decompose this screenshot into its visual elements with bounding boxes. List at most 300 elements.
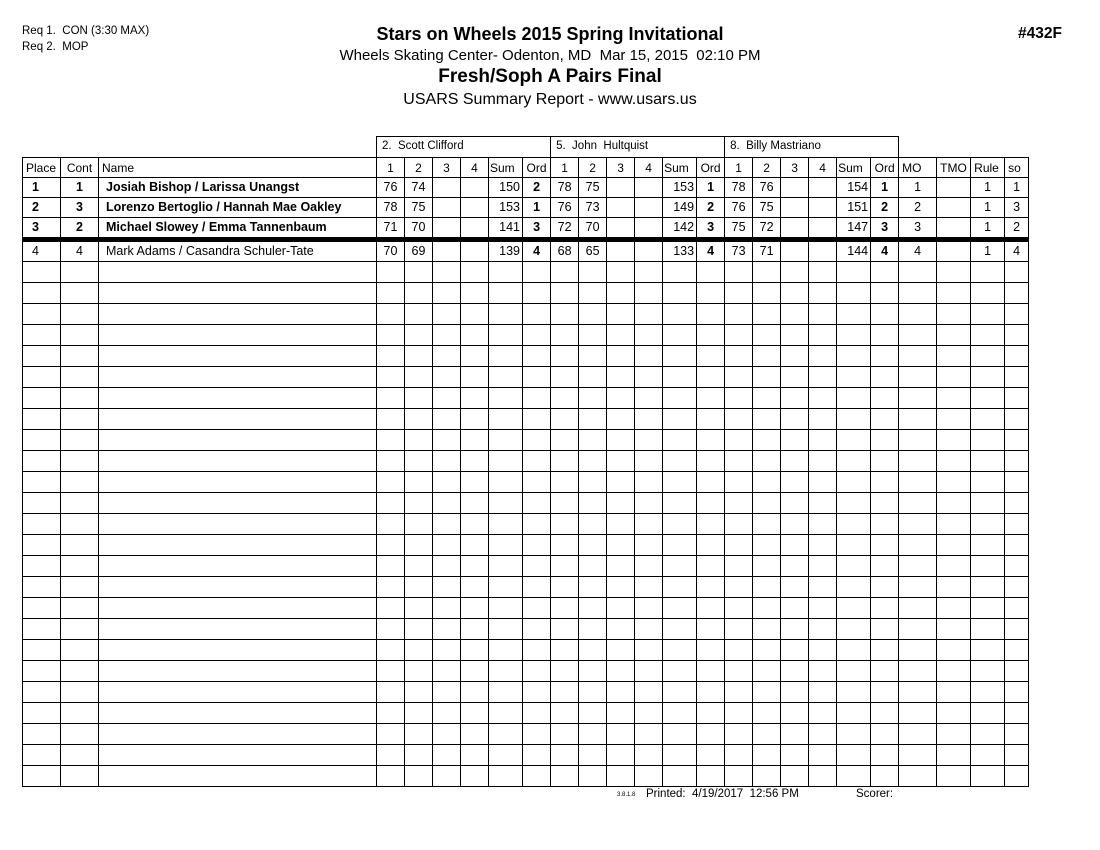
col-header-judge2-sum: Sum — [663, 158, 697, 178]
empty-cell — [809, 451, 837, 472]
empty-cell — [607, 535, 635, 556]
empty-cell — [635, 640, 663, 661]
score-cell: 69 — [405, 240, 433, 262]
empty-cell — [23, 535, 61, 556]
empty-cell — [971, 766, 1005, 787]
empty-cell — [523, 472, 551, 493]
empty-cell — [607, 493, 635, 514]
empty-cell — [433, 451, 461, 472]
score-cell: 71 — [377, 218, 405, 240]
empty-cell — [551, 514, 579, 535]
empty-cell — [781, 556, 809, 577]
empty-cell — [809, 619, 837, 640]
empty-cell — [663, 577, 697, 598]
empty-cell — [99, 472, 377, 493]
empty-cell — [937, 766, 971, 787]
empty-cell — [489, 430, 523, 451]
empty-cell — [971, 724, 1005, 745]
empty-cell — [725, 766, 753, 787]
empty-cell — [99, 766, 377, 787]
empty-cell — [753, 724, 781, 745]
empty-cell — [871, 367, 899, 388]
empty-cell — [725, 262, 753, 283]
empty-cell — [61, 430, 99, 451]
empty-cell — [809, 724, 837, 745]
empty-cell — [809, 766, 837, 787]
empty-cell — [697, 304, 725, 325]
empty-cell — [871, 493, 899, 514]
empty-cell — [697, 703, 725, 724]
empty-cell — [937, 346, 971, 367]
empty-cell — [635, 451, 663, 472]
empty-cell — [523, 598, 551, 619]
empty-cell — [607, 472, 635, 493]
empty-cell — [663, 745, 697, 766]
empty-cell — [461, 598, 489, 619]
empty-cell — [523, 409, 551, 430]
report-type-line: USARS Summary Report - www.usars.us — [403, 91, 697, 108]
empty-cell — [971, 304, 1005, 325]
empty-cell — [377, 745, 405, 766]
empty-cell — [697, 766, 725, 787]
empty-cell — [405, 682, 433, 703]
empty-cell — [937, 493, 971, 514]
place-cell: 1 — [23, 178, 61, 198]
empty-cell — [635, 661, 663, 682]
empty-cell — [99, 304, 377, 325]
sum-cell: 154 — [837, 178, 871, 198]
empty-cell — [489, 577, 523, 598]
ord-cell: 3 — [871, 218, 899, 240]
empty-cell — [809, 535, 837, 556]
col-header-judge2-4: 4 — [635, 158, 663, 178]
empty-cell — [663, 535, 697, 556]
empty-cell — [697, 682, 725, 703]
empty-cell — [809, 514, 837, 535]
empty-row — [23, 703, 1029, 724]
empty-cell — [523, 703, 551, 724]
empty-cell — [433, 409, 461, 430]
empty-cell — [23, 304, 61, 325]
empty-cell — [433, 703, 461, 724]
empty-cell — [871, 703, 899, 724]
empty-cell — [523, 661, 551, 682]
empty-cell — [697, 430, 725, 451]
empty-cell — [523, 346, 551, 367]
empty-cell — [899, 703, 937, 724]
empty-cell — [697, 367, 725, 388]
col-header-judge3-4: 4 — [809, 158, 837, 178]
empty-cell — [607, 430, 635, 451]
empty-cell — [607, 262, 635, 283]
empty-cell — [663, 346, 697, 367]
empty-cell — [663, 556, 697, 577]
empty-cell — [837, 472, 871, 493]
empty-cell — [635, 409, 663, 430]
empty-cell — [837, 451, 871, 472]
col-header-name: Name — [99, 158, 377, 178]
empty-cell — [871, 304, 899, 325]
empty-cell — [433, 472, 461, 493]
empty-cell — [725, 640, 753, 661]
empty-cell — [781, 514, 809, 535]
col-header-judge1-ord: Ord — [523, 158, 551, 178]
empty-cell — [635, 556, 663, 577]
score-cell — [781, 218, 809, 240]
ord-cell: 2 — [871, 198, 899, 218]
empty-cell — [809, 472, 837, 493]
empty-cell — [579, 514, 607, 535]
rule-cell: 1 — [971, 178, 1005, 198]
empty-cell — [99, 724, 377, 745]
empty-cell — [607, 577, 635, 598]
empty-cell — [607, 514, 635, 535]
empty-cell — [809, 703, 837, 724]
empty-cell — [781, 577, 809, 598]
empty-cell — [937, 724, 971, 745]
empty-cell — [937, 325, 971, 346]
sum-cell: 149 — [663, 198, 697, 218]
empty-cell — [433, 325, 461, 346]
empty-cell — [433, 577, 461, 598]
empty-cell — [1005, 409, 1029, 430]
empty-cell — [899, 430, 937, 451]
empty-cell — [971, 682, 1005, 703]
empty-cell — [871, 556, 899, 577]
empty-row — [23, 262, 1029, 283]
empty-cell — [971, 493, 1005, 514]
empty-cell — [899, 409, 937, 430]
empty-cell — [523, 304, 551, 325]
empty-cell — [461, 724, 489, 745]
col-header-cont: Cont — [61, 158, 99, 178]
results-table — [22, 136, 1029, 787]
empty-cell — [579, 556, 607, 577]
empty-cell — [607, 640, 635, 661]
empty-cell — [899, 619, 937, 640]
score-cell — [781, 198, 809, 218]
empty-cell — [405, 283, 433, 304]
empty-cell — [663, 451, 697, 472]
empty-cell — [23, 283, 61, 304]
empty-cell — [1005, 451, 1029, 472]
so-cell: 1 — [1005, 178, 1029, 198]
score-cell — [635, 178, 663, 198]
empty-cell — [551, 262, 579, 283]
empty-cell — [1005, 346, 1029, 367]
empty-cell — [523, 325, 551, 346]
score-cell — [635, 198, 663, 218]
sum-cell: 153 — [663, 178, 697, 198]
empty-cell — [899, 262, 937, 283]
empty-cell — [725, 724, 753, 745]
empty-cell — [781, 766, 809, 787]
empty-cell — [809, 577, 837, 598]
empty-cell — [461, 304, 489, 325]
empty-cell — [433, 640, 461, 661]
empty-cell — [99, 388, 377, 409]
empty-cell — [971, 262, 1005, 283]
score-cell: 71 — [753, 240, 781, 262]
empty-cell — [579, 724, 607, 745]
col-header-so: so — [1005, 158, 1029, 178]
empty-cell — [937, 598, 971, 619]
empty-cell — [579, 367, 607, 388]
empty-cell — [433, 262, 461, 283]
empty-cell — [579, 346, 607, 367]
result-row — [23, 198, 1029, 218]
score-cell — [809, 240, 837, 262]
col-header-judge2-3: 3 — [607, 158, 635, 178]
empty-cell — [461, 577, 489, 598]
empty-cell — [937, 745, 971, 766]
empty-cell — [899, 283, 937, 304]
ord-cell: 2 — [697, 198, 725, 218]
empty-cell — [697, 493, 725, 514]
score-cell — [607, 218, 635, 240]
empty-cell — [461, 745, 489, 766]
empty-cell — [725, 745, 753, 766]
empty-row — [23, 640, 1029, 661]
empty-cell — [971, 514, 1005, 535]
empty-cell — [725, 493, 753, 514]
empty-cell — [725, 682, 753, 703]
empty-cell — [607, 451, 635, 472]
empty-cell — [23, 682, 61, 703]
empty-cell — [23, 619, 61, 640]
empty-row — [23, 493, 1029, 514]
empty-cell — [937, 304, 971, 325]
empty-cell — [489, 451, 523, 472]
empty-cell — [725, 283, 753, 304]
judge-1-name: 2. Scott Clifford — [377, 137, 551, 158]
empty-cell — [635, 598, 663, 619]
empty-cell — [377, 640, 405, 661]
empty-cell — [753, 640, 781, 661]
empty-cell — [23, 346, 61, 367]
empty-cell — [551, 304, 579, 325]
empty-cell — [551, 430, 579, 451]
empty-cell — [781, 493, 809, 514]
score-cell: 70 — [405, 218, 433, 240]
col-header-judge1-1: 1 — [377, 158, 405, 178]
score-cell: 78 — [377, 198, 405, 218]
empty-cell — [809, 409, 837, 430]
empty-cell — [753, 283, 781, 304]
judge-row-spacer-left — [23, 137, 377, 158]
score-cell: 75 — [753, 198, 781, 218]
mo-cell: 1 — [899, 178, 937, 198]
empty-cell — [725, 598, 753, 619]
empty-cell — [551, 640, 579, 661]
empty-cell — [99, 682, 377, 703]
empty-cell — [23, 598, 61, 619]
empty-cell — [489, 262, 523, 283]
empty-cell — [405, 724, 433, 745]
empty-cell — [635, 262, 663, 283]
empty-cell — [61, 703, 99, 724]
cont-cell: 4 — [61, 240, 99, 262]
empty-cell — [377, 472, 405, 493]
empty-cell — [551, 724, 579, 745]
empty-cell — [23, 745, 61, 766]
empty-cell — [753, 556, 781, 577]
empty-cell — [1005, 598, 1029, 619]
empty-cell — [579, 535, 607, 556]
empty-cell — [937, 430, 971, 451]
empty-cell — [433, 430, 461, 451]
empty-cell — [405, 304, 433, 325]
score-cell: 74 — [405, 178, 433, 198]
empty-cell — [461, 514, 489, 535]
empty-cell — [937, 514, 971, 535]
col-header-judge3-sum: Sum — [837, 158, 871, 178]
empty-cell — [663, 619, 697, 640]
result-row — [23, 240, 1029, 262]
empty-cell — [937, 556, 971, 577]
empty-cell — [579, 325, 607, 346]
empty-cell — [433, 388, 461, 409]
empty-cell — [61, 514, 99, 535]
empty-cell — [781, 535, 809, 556]
empty-cell — [753, 598, 781, 619]
empty-cell — [663, 388, 697, 409]
empty-cell — [551, 346, 579, 367]
col-header-judge1-2: 2 — [405, 158, 433, 178]
empty-cell — [725, 472, 753, 493]
empty-cell — [461, 346, 489, 367]
empty-cell — [635, 304, 663, 325]
empty-cell — [725, 409, 753, 430]
empty-cell — [753, 514, 781, 535]
requirement-1: Req 1. CON (3:30 MAX) — [22, 25, 150, 37]
empty-cell — [635, 493, 663, 514]
ord-cell: 2 — [523, 178, 551, 198]
mo-cell: 3 — [899, 218, 937, 240]
empty-cell — [99, 409, 377, 430]
col-header-tmo: TMO — [937, 158, 971, 178]
empty-row — [23, 745, 1029, 766]
empty-cell — [61, 472, 99, 493]
empty-cell — [697, 640, 725, 661]
score-cell — [809, 198, 837, 218]
col-header-place: Place — [23, 158, 61, 178]
empty-cell — [663, 514, 697, 535]
score-cell: 76 — [753, 178, 781, 198]
empty-cell — [971, 703, 1005, 724]
empty-cell — [697, 745, 725, 766]
score-cell — [433, 240, 461, 262]
score-cell — [781, 178, 809, 198]
empty-cell — [61, 766, 99, 787]
empty-cell — [551, 283, 579, 304]
empty-cell — [99, 535, 377, 556]
empty-cell — [551, 493, 579, 514]
sum-cell: 150 — [489, 178, 523, 198]
empty-cell — [809, 598, 837, 619]
empty-cell — [663, 472, 697, 493]
empty-cell — [663, 493, 697, 514]
empty-cell — [61, 745, 99, 766]
sum-cell: 139 — [489, 240, 523, 262]
col-header-mo: MO — [899, 158, 937, 178]
score-cell: 76 — [377, 178, 405, 198]
empty-cell — [579, 703, 607, 724]
empty-cell — [1005, 661, 1029, 682]
score-cell — [607, 198, 635, 218]
empty-cell — [99, 703, 377, 724]
empty-cell — [99, 451, 377, 472]
empty-cell — [837, 304, 871, 325]
empty-cell — [971, 409, 1005, 430]
empty-cell — [489, 346, 523, 367]
empty-cell — [433, 535, 461, 556]
empty-cell — [871, 640, 899, 661]
empty-cell — [635, 619, 663, 640]
empty-cell — [635, 682, 663, 703]
empty-cell — [23, 556, 61, 577]
col-header-judge2-1: 1 — [551, 158, 579, 178]
empty-cell — [725, 346, 753, 367]
empty-cell — [937, 451, 971, 472]
empty-cell — [551, 535, 579, 556]
empty-cell — [489, 493, 523, 514]
score-cell: 72 — [753, 218, 781, 240]
empty-cell — [781, 619, 809, 640]
empty-row — [23, 661, 1029, 682]
empty-cell — [489, 661, 523, 682]
score-cell: 68 — [551, 240, 579, 262]
empty-cell — [405, 346, 433, 367]
empty-cell — [579, 766, 607, 787]
empty-cell — [405, 472, 433, 493]
empty-cell — [461, 766, 489, 787]
tmo-cell — [937, 178, 971, 198]
empty-cell — [837, 724, 871, 745]
empty-cell — [461, 661, 489, 682]
empty-cell — [871, 598, 899, 619]
empty-cell — [937, 682, 971, 703]
empty-row — [23, 325, 1029, 346]
score-cell: 75 — [725, 218, 753, 240]
empty-cell — [433, 346, 461, 367]
empty-cell — [579, 262, 607, 283]
empty-cell — [663, 598, 697, 619]
col-header-judge1-sum: Sum — [489, 158, 523, 178]
empty-cell — [809, 640, 837, 661]
empty-cell — [753, 325, 781, 346]
empty-cell — [607, 619, 635, 640]
empty-cell — [61, 409, 99, 430]
empty-cell — [61, 367, 99, 388]
empty-cell — [551, 745, 579, 766]
empty-cell — [781, 598, 809, 619]
empty-cell — [899, 451, 937, 472]
empty-cell — [663, 724, 697, 745]
empty-cell — [871, 409, 899, 430]
empty-cell — [753, 304, 781, 325]
empty-cell — [781, 430, 809, 451]
empty-cell — [725, 367, 753, 388]
result-row — [23, 218, 1029, 240]
empty-cell — [871, 514, 899, 535]
empty-cell — [607, 388, 635, 409]
empty-cell — [61, 661, 99, 682]
empty-cell — [871, 661, 899, 682]
empty-cell — [607, 367, 635, 388]
score-cell — [635, 240, 663, 262]
empty-cell — [971, 535, 1005, 556]
